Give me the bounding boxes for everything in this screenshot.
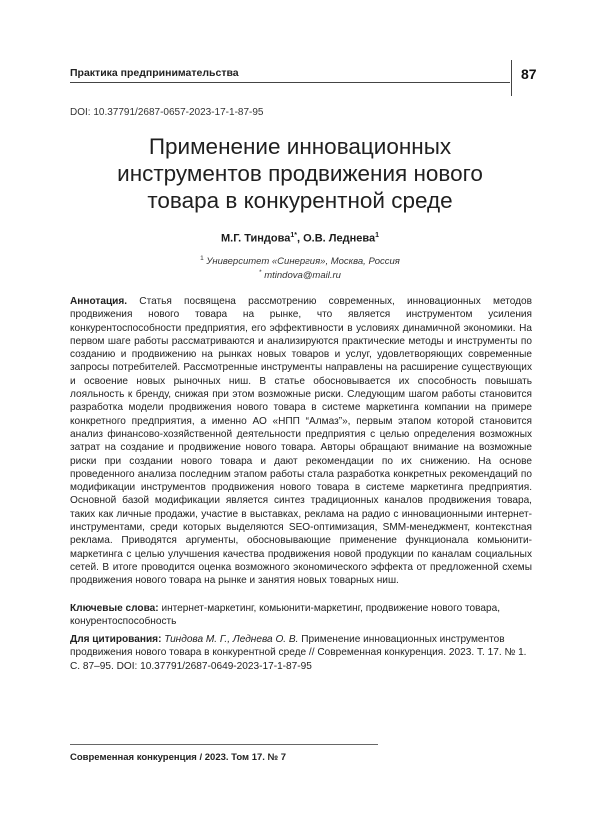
footer-rule — [70, 744, 378, 745]
email-line — [70, 269, 530, 281]
citation-label: Для цитирования: — [70, 634, 162, 645]
title-line-3: товара в конкурентной среде — [147, 188, 453, 213]
header-rule — [70, 82, 510, 83]
affiliation-mark: 1 — [200, 255, 204, 262]
author-separator: , — [296, 232, 304, 245]
author-1-affiliation-mark: 1* — [290, 232, 297, 239]
citation — [70, 633, 532, 673]
authors — [70, 232, 530, 245]
running-head: Практика предпринимательства — [70, 67, 239, 79]
affiliation — [70, 255, 530, 267]
abstract — [70, 295, 532, 588]
author-email: mtindova@mail.ru — [264, 270, 341, 282]
email-mark: * — [259, 269, 262, 276]
author-2: О.В. Леднева — [303, 232, 376, 245]
doi: DOI: 10.37791/2687-0657-2023-17-1-87-95 — [70, 107, 264, 118]
title-line-2: инструментов продвижения нового — [117, 161, 483, 186]
citation-text: Применение инновационных инструментов продвижения нового товара в конкурентной среде // Современная конкуренция. 2023. Т. 17. № 1. С. 87–95. DOI: 10.37791/2687-0649-2023-17-1-87-95 — [70, 634, 527, 672]
page-number-divider — [511, 60, 512, 96]
author-2-affiliation-mark: 1 — [375, 232, 379, 239]
keywords-text: интернет-маркетинг, комьюнити-маркетинг, продвижение нового товара, конурентоспособность — [70, 603, 501, 628]
keywords-label: Ключевые слова: — [70, 603, 159, 614]
abstract-text: Статья посвящена рассмотрению современных, инновационных методов продвижения нового товара на рынке, что является инструментом усиления конкурентоспособности предприятия, его эффективности в условиях динамичной экономики. На первом шаге работы рассматриваются и анализируются практические методы и инструменты по созданию и продвижению на рынках новых товаров и услуг, удовлетворяющих современные запросы потребителей. Рассмотренные инструменты направлены на расширение существующих и освоение новых рыночных ниш. В статье обосновывается их способность повышать лояльность к бренду, снижая при этом возможные риски. Следующим шагом работы становится разработка модели продвижения нового товара в системе маркетинга компании на примере конкретного предприятия, а именно АО «НПП “Алмаз”», первым этапом которой становится анализ финансово-хозяйственной деятельности предприятия с целью определения возможных затрат на создание и продвижение нового товара. Авторы обращают внимание на возможные риски при создании нового товара и дают рекомендации по их снижению. На основе проведенного анализа последним этапом работы стала разработка конкретных рекомендаций по модификации инструментов продвижения нового товара в системе маркетинга предприятия. Основной базой модификации является синтез традиционных каналов продвижения товара, таких как личные продажи, участие в выставках, реклама на радио с инновационными интернет-инструментами, среди которых выделяются SEO-оптимизация, SMM-менеджмент, контекстная реклама. Приводятся аргументы, обосновывающие применение функционала комьюнити-маркетинга с целью улучшения качества продвижения новой продукции по каналам социальных сетей. В итоге проводится оценка возможного экономического эффекта от предложенной схемы продвижения нового товара на рынке и занятия новых товарных ниш. — [70, 296, 532, 587]
affiliation-text: Университет «Синергия», Москва, Россия — [206, 256, 400, 268]
citation-authors: Тиндова М. Г., Леднева О. В. — [161, 634, 299, 645]
author-1: М.Г. Тиндова — [221, 232, 291, 245]
keywords — [70, 602, 532, 629]
page-number: 87 — [521, 66, 537, 82]
title-line-1: Применение инновационных — [148, 134, 452, 159]
abstract-label: Аннотация. — [70, 296, 128, 307]
article-title — [70, 133, 530, 214]
footer-journal: Современная конкуренция / 2023. Том 17. № 7 — [70, 752, 287, 763]
